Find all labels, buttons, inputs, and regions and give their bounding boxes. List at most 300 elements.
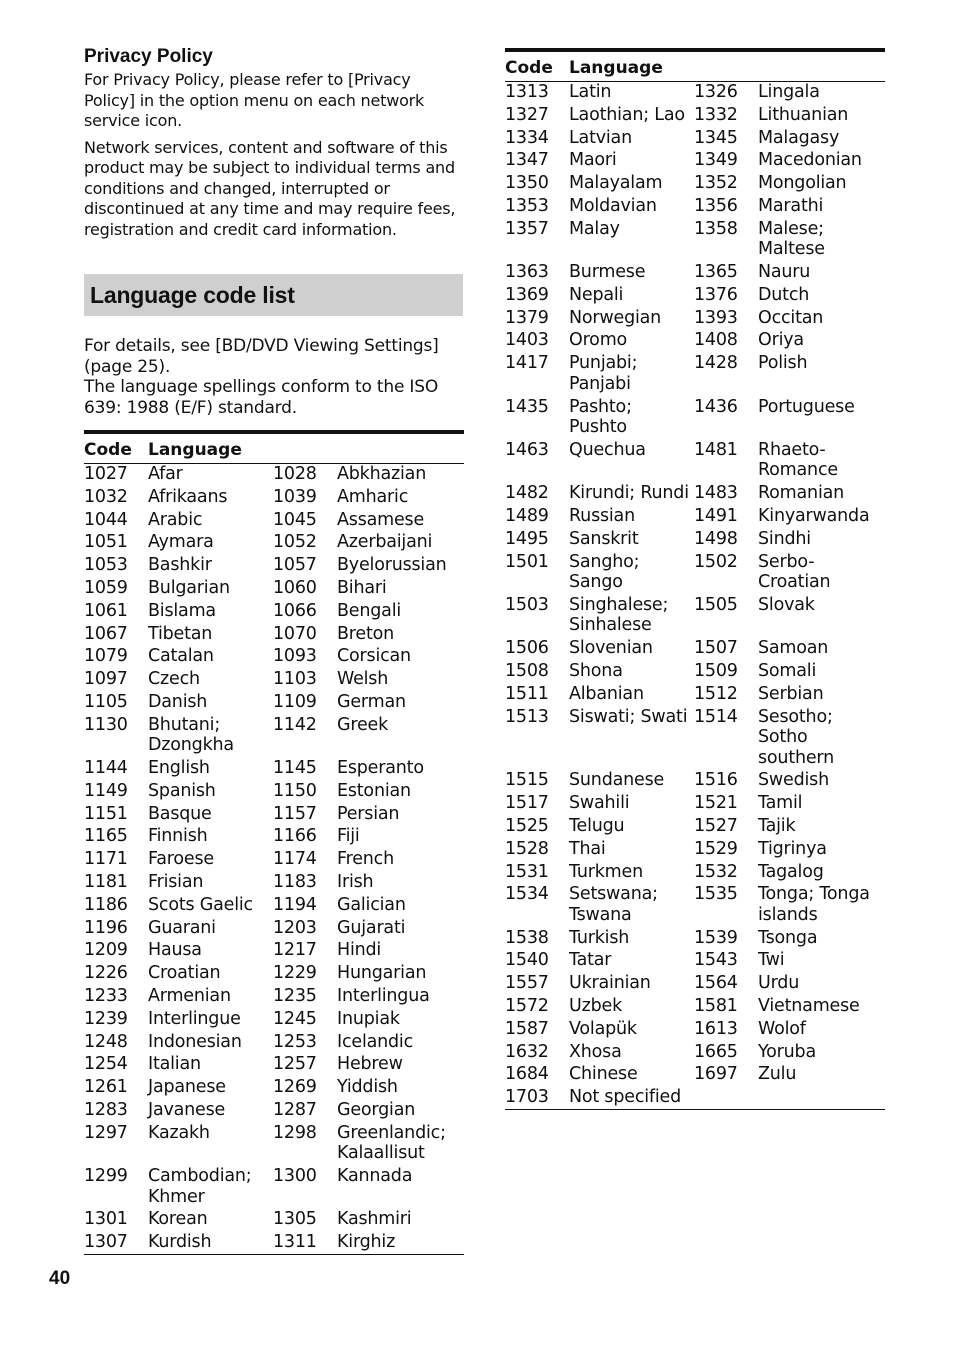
code-cell: 1513 — [505, 706, 549, 727]
table-row — [505, 793, 885, 816]
code-cell: 1217 — [273, 940, 317, 961]
language-cell: Lingala — [758, 82, 820, 102]
code-cell: 1093 — [273, 646, 317, 667]
code-cell: 1245 — [273, 1008, 317, 1029]
table-row — [84, 624, 464, 647]
language-cell: Laothian; Lao — [569, 104, 685, 125]
code-cell: 1508 — [505, 660, 549, 681]
code-cell: 1502 — [694, 551, 738, 572]
table-row — [505, 173, 885, 196]
code-cell: 1283 — [84, 1100, 128, 1121]
code-cell: 1334 — [505, 127, 549, 148]
code-cell: 1332 — [694, 104, 738, 125]
table-row — [505, 330, 885, 353]
code-cell: 1327 — [505, 104, 549, 125]
code-cell: 1149 — [84, 780, 128, 801]
code-cell: 1105 — [84, 691, 128, 712]
language-cell: Turkish — [569, 927, 630, 948]
language-cell: Croatian — [148, 963, 221, 984]
table-row — [84, 692, 464, 715]
table-row — [505, 862, 885, 885]
language-cell: Vietnamese — [758, 996, 860, 1016]
language-cell: Singhalese; Sinhalese — [569, 594, 669, 636]
language-cell: Setswana; Tswana — [569, 884, 658, 925]
code-cell: 1305 — [273, 1209, 317, 1230]
language-cell: Occitan — [758, 307, 824, 328]
table-row — [505, 440, 885, 483]
language-cell: Siswati; Swati — [569, 706, 688, 727]
language-cell: Nauru — [758, 262, 811, 283]
table-row — [505, 1019, 885, 1042]
language-cell: Quechua — [569, 439, 646, 460]
language-cell: Swahili — [569, 793, 630, 814]
language-cell — [758, 1087, 885, 1109]
code-cell: 1527 — [694, 815, 738, 836]
code-cell: 1703 — [505, 1087, 569, 1109]
code-cell: 1532 — [694, 861, 738, 882]
code-cell: 1505 — [694, 594, 738, 615]
language-cell: Faroese — [148, 849, 214, 870]
code-cell: 1165 — [84, 826, 128, 847]
language-cell: Albanian — [569, 683, 644, 704]
code-cell: 1509 — [694, 660, 738, 681]
table-row — [505, 353, 885, 396]
table-row — [84, 849, 464, 872]
code-cell: 1311 — [273, 1232, 337, 1254]
table-row — [84, 532, 464, 555]
code-cell: 1248 — [84, 1031, 128, 1052]
language-cell: Somali — [758, 660, 817, 681]
table-header-row — [84, 432, 464, 464]
code-cell: 1196 — [84, 917, 128, 938]
code-cell: 1403 — [505, 330, 549, 351]
privacy-policy-section — [84, 44, 464, 240]
code-cell: 1166 — [273, 826, 317, 847]
table-row — [84, 464, 464, 487]
language-cell: Afar — [148, 464, 183, 484]
code-cell: 1349 — [694, 150, 738, 171]
code-cell: 1697 — [694, 1064, 738, 1085]
code-cell: 1253 — [273, 1031, 317, 1052]
language-cell: Basque — [148, 803, 212, 824]
language-cell: Maori — [569, 150, 617, 171]
code-cell: 1511 — [505, 683, 549, 704]
table-row — [84, 963, 464, 986]
language-cell: Kinyarwanda — [758, 505, 870, 526]
language-cell: Sangho; Sango — [569, 551, 640, 593]
language-cell: Sundanese — [569, 770, 665, 791]
code-cell: 1521 — [694, 793, 738, 814]
code-cell: 1482 — [505, 483, 549, 504]
code-column-header: Code — [505, 57, 553, 78]
table-row — [84, 758, 464, 781]
language-cell: Lithuanian — [758, 104, 849, 125]
table-row — [505, 661, 885, 684]
language-cell: Tonga; Tonga islands — [758, 884, 870, 925]
table-row — [84, 1100, 464, 1123]
language-cell: Twi — [758, 950, 785, 971]
language-cell: Macedonian — [758, 150, 862, 171]
language-cell: Slovenian — [569, 638, 653, 659]
language-cell: Azerbaijani — [337, 532, 433, 553]
language-cell: Rhaeto-Romance — [758, 439, 838, 481]
table-row — [505, 219, 885, 262]
table-row — [505, 973, 885, 996]
code-cell: 1665 — [694, 1041, 738, 1062]
code-cell: 1353 — [505, 195, 549, 216]
code-cell: 1572 — [505, 996, 549, 1016]
code-cell: 1408 — [694, 330, 738, 351]
language-cell: Interlingue — [148, 1008, 241, 1029]
language-cell: Polish — [758, 353, 808, 374]
code-cell: 1393 — [694, 307, 738, 328]
language-cell: Romanian — [758, 483, 845, 504]
language-cell: Cambodian; Khmer — [148, 1166, 252, 1207]
code-cell: 1313 — [505, 82, 549, 102]
code-cell: 1495 — [505, 528, 549, 549]
code-cell: 1357 — [505, 218, 549, 239]
table-row — [84, 601, 464, 624]
language-cell: Afrikaans — [148, 486, 228, 507]
language-cell: Interlingua — [337, 986, 430, 1007]
code-cell: 1363 — [505, 262, 549, 283]
privacy-policy-paragraph-1: For Privacy Policy, please refer to [Privacy Policy] in the option menu on each network service icon. — [84, 70, 425, 130]
code-cell: 1436 — [694, 396, 738, 417]
language-cell: Tibetan — [148, 623, 213, 644]
code-cell: 1298 — [273, 1122, 317, 1143]
table-row — [505, 1064, 885, 1087]
language-column-header: Language — [148, 439, 242, 460]
language-cell: Nepali — [569, 284, 624, 305]
code-cell: 1045 — [273, 509, 317, 530]
language-cell: Burmese — [569, 262, 646, 283]
code-cell: 1632 — [505, 1041, 549, 1062]
table-row — [84, 715, 464, 758]
language-cell: English — [148, 758, 210, 779]
code-cell: 1525 — [505, 815, 549, 836]
language-cell: Punjabi; Panjabi — [569, 353, 638, 394]
table-row — [505, 839, 885, 862]
code-cell: 1528 — [505, 838, 549, 859]
code-cell: 1501 — [505, 551, 549, 572]
table-row — [84, 986, 464, 1009]
table-row — [505, 1087, 885, 1109]
language-cell: Urdu — [758, 973, 800, 994]
language-cell: Tagalog — [758, 861, 824, 882]
table-row — [84, 1009, 464, 1032]
code-cell: 1229 — [273, 963, 317, 984]
table-row — [84, 510, 464, 533]
code-cell: 1564 — [694, 973, 738, 994]
language-cell: Swedish — [758, 770, 829, 791]
language-cell: Chinese — [569, 1064, 638, 1085]
language-cell: German — [337, 691, 406, 712]
code-cell: 1151 — [84, 803, 128, 824]
table-row — [84, 918, 464, 941]
code-cell: 1684 — [505, 1064, 549, 1085]
language-cell: Greenlandic; Kalaallisut — [337, 1122, 446, 1164]
table-row — [505, 262, 885, 285]
language-cell: Greek — [337, 714, 389, 735]
code-cell: 1032 — [84, 486, 128, 507]
language-cell: French — [337, 849, 394, 870]
language-cell: Frisian — [148, 872, 204, 893]
table-row — [505, 506, 885, 529]
language-cell: Kazakh — [148, 1122, 210, 1143]
language-cell: Slovak — [758, 594, 815, 615]
code-cell: 1183 — [273, 872, 317, 893]
language-cell: Uzbek — [569, 996, 623, 1016]
language-cell: Not specified — [569, 1087, 694, 1109]
code-cell: 1613 — [694, 1018, 738, 1039]
language-cell: Estonian — [337, 780, 411, 801]
table-row — [505, 595, 885, 638]
code-cell: 1233 — [84, 986, 128, 1007]
code-cell: 1300 — [273, 1166, 317, 1187]
code-cell: 1379 — [505, 307, 549, 328]
table-row — [505, 82, 885, 105]
code-cell: 1145 — [273, 758, 317, 779]
code-cell: 1307 — [84, 1232, 148, 1254]
table-row — [84, 555, 464, 578]
code-cell: 1157 — [273, 803, 317, 824]
code-cell: 1181 — [84, 872, 128, 893]
language-cell: Javanese — [148, 1100, 226, 1121]
table-row — [505, 196, 885, 219]
language-cell: Moldavian — [569, 195, 657, 216]
code-cell: 1352 — [694, 173, 738, 194]
table-row — [505, 928, 885, 951]
language-cell: Telugu — [569, 815, 625, 836]
section-title-bar — [84, 274, 463, 316]
code-cell: 1539 — [694, 927, 738, 948]
code-cell: 1235 — [273, 986, 317, 1007]
code-cell: 1142 — [273, 714, 317, 735]
table-row — [84, 1209, 464, 1232]
language-cell: Esperanto — [337, 758, 424, 779]
language-cell: Korean — [148, 1209, 208, 1230]
language-cell: Sindhi — [758, 528, 811, 549]
language-cell: Bulgarian — [148, 577, 230, 598]
language-cell: Aymara — [148, 532, 214, 553]
language-cell: Bengali — [337, 600, 402, 621]
privacy-policy-paragraph-2: Network services, content and software of this product may be subject to individual terms and conditions and changed, interrupted or discontinued at any time and may require fees, registration and credit card information. — [84, 137, 456, 239]
code-cell: 1463 — [505, 439, 549, 460]
code-cell: 1061 — [84, 600, 128, 621]
code-cell: 1540 — [505, 950, 549, 971]
language-cell: Scots Gaelic — [148, 894, 253, 915]
language-cell: Ukrainian — [569, 973, 651, 994]
language-cell: Tigrinya — [758, 838, 827, 859]
code-cell: 1581 — [694, 996, 738, 1016]
language-cell: Indonesian — [148, 1031, 242, 1052]
code-cell: 1097 — [84, 669, 128, 690]
language-cell: Yoruba — [758, 1041, 816, 1062]
code-cell: 1516 — [694, 770, 738, 791]
language-cell: Kirghiz — [337, 1232, 464, 1254]
code-cell: 1535 — [694, 884, 738, 905]
language-cell: Malese; Maltese — [758, 218, 825, 260]
code-cell: 1531 — [505, 861, 549, 882]
language-cell: Hungarian — [337, 963, 427, 984]
language-cell: Corsican — [337, 646, 411, 667]
code-cell: 1301 — [84, 1209, 128, 1230]
language-cell: Sanskrit — [569, 528, 639, 549]
code-cell: 1498 — [694, 528, 738, 549]
code-cell: 1356 — [694, 195, 738, 216]
code-cell: 1194 — [273, 894, 317, 915]
code-cell: 1209 — [84, 940, 128, 961]
language-cell: Portuguese — [758, 396, 855, 417]
code-column-header: Code — [84, 439, 132, 460]
language-cell: Bislama — [148, 600, 216, 621]
language-cell: Fiji — [337, 826, 360, 847]
language-cell: Zulu — [758, 1064, 797, 1085]
table-row — [505, 884, 885, 927]
code-cell: 1070 — [273, 623, 317, 644]
table-row — [84, 669, 464, 692]
code-cell: 1109 — [273, 691, 317, 712]
language-cell: Breton — [337, 623, 395, 644]
table-row — [84, 1032, 464, 1055]
table-row — [505, 529, 885, 552]
table-body — [505, 82, 885, 1110]
table-row — [505, 707, 885, 771]
code-cell: 1297 — [84, 1122, 128, 1143]
language-cell: Armenian — [148, 986, 231, 1007]
table-row — [84, 826, 464, 849]
section-title: Language code list — [90, 282, 295, 308]
table-body — [84, 464, 464, 1255]
code-cell: 1039 — [273, 486, 317, 507]
table-row — [505, 552, 885, 595]
table-row — [505, 770, 885, 793]
code-cell: 1027 — [84, 464, 128, 484]
code-cell: 1186 — [84, 894, 128, 915]
code-cell: 1369 — [505, 284, 549, 305]
language-cell: Turkmen — [569, 861, 643, 882]
table-row — [84, 940, 464, 963]
table-row — [505, 816, 885, 839]
language-cell: Irish — [337, 872, 374, 893]
code-cell: 1103 — [273, 669, 317, 690]
table-row — [505, 638, 885, 661]
code-cell — [694, 1087, 758, 1109]
right-column — [505, 48, 885, 1110]
table-row — [84, 1054, 464, 1077]
code-cell: 1506 — [505, 638, 549, 659]
code-cell: 1057 — [273, 555, 317, 576]
language-cell: Yiddish — [337, 1077, 398, 1098]
code-cell: 1067 — [84, 623, 128, 644]
table-row — [84, 646, 464, 669]
language-cell: Sesotho; Sotho southern — [758, 706, 835, 768]
table-row — [84, 804, 464, 827]
language-cell: Mongolian — [758, 173, 847, 194]
language-cell: Guarani — [148, 917, 216, 938]
code-cell: 1239 — [84, 1008, 128, 1029]
code-cell: 1347 — [505, 150, 549, 171]
table-row — [505, 397, 885, 440]
language-cell: Kurdish — [148, 1232, 273, 1254]
code-cell: 1417 — [505, 353, 549, 374]
language-column-header: Language — [569, 57, 663, 78]
code-cell: 1254 — [84, 1054, 128, 1075]
language-cell: Icelandic — [337, 1031, 414, 1052]
language-code-table-right — [505, 48, 885, 1110]
code-cell: 1059 — [84, 577, 128, 598]
language-cell: Hindi — [337, 940, 382, 961]
language-cell: Japanese — [148, 1077, 226, 1098]
code-cell: 1350 — [505, 173, 549, 194]
code-cell: 1053 — [84, 555, 128, 576]
code-cell: 1060 — [273, 577, 317, 598]
language-cell: Tamil — [758, 793, 803, 814]
details-text — [84, 336, 464, 418]
language-cell: Persian — [337, 803, 400, 824]
language-cell: Thai — [569, 838, 606, 859]
language-cell: Tatar — [569, 950, 612, 971]
table-row — [505, 684, 885, 707]
table-row — [84, 1077, 464, 1100]
code-cell: 1365 — [694, 262, 738, 283]
language-cell: Czech — [148, 669, 200, 690]
language-cell: Bashkir — [148, 555, 212, 576]
language-cell: Volapük — [569, 1018, 637, 1039]
language-cell: Byelorussian — [337, 555, 447, 576]
language-cell: Tajik — [758, 815, 796, 836]
code-cell: 1326 — [694, 82, 738, 102]
language-cell: Samoan — [758, 638, 829, 659]
code-cell: 1514 — [694, 706, 738, 727]
code-cell: 1150 — [273, 780, 317, 801]
language-cell: Assamese — [337, 509, 425, 530]
language-cell: Oriya — [758, 330, 804, 351]
language-cell: Latin — [569, 82, 612, 102]
language-cell: Hebrew — [337, 1054, 403, 1075]
language-cell: Georgian — [337, 1100, 416, 1121]
code-cell: 1269 — [273, 1077, 317, 1098]
code-cell: 1512 — [694, 683, 738, 704]
language-cell: Inupiak — [337, 1008, 400, 1029]
table-row — [84, 578, 464, 601]
code-cell: 1491 — [694, 505, 738, 526]
language-cell: Serbo-Croatian — [758, 551, 831, 593]
table-row — [505, 483, 885, 506]
code-cell: 1428 — [694, 353, 738, 374]
table-row — [505, 996, 885, 1019]
code-cell: 1507 — [694, 638, 738, 659]
language-cell: Galician — [337, 894, 406, 915]
code-cell: 1299 — [84, 1166, 128, 1187]
code-cell: 1051 — [84, 532, 128, 553]
code-cell: 1261 — [84, 1077, 128, 1098]
code-cell: 1174 — [273, 849, 317, 870]
language-cell: Arabic — [148, 509, 203, 530]
code-cell: 1538 — [505, 927, 549, 948]
code-cell: 1489 — [505, 505, 549, 526]
language-cell: Kashmiri — [337, 1209, 412, 1230]
code-cell: 1130 — [84, 714, 128, 735]
language-cell: Welsh — [337, 669, 389, 690]
table-header-row — [505, 50, 885, 82]
table-row — [505, 105, 885, 128]
language-cell: Hausa — [148, 940, 202, 961]
language-cell: Italian — [148, 1054, 201, 1075]
privacy-policy-heading: Privacy Policy — [84, 46, 213, 67]
table-row — [84, 1123, 464, 1166]
table-row — [84, 487, 464, 510]
